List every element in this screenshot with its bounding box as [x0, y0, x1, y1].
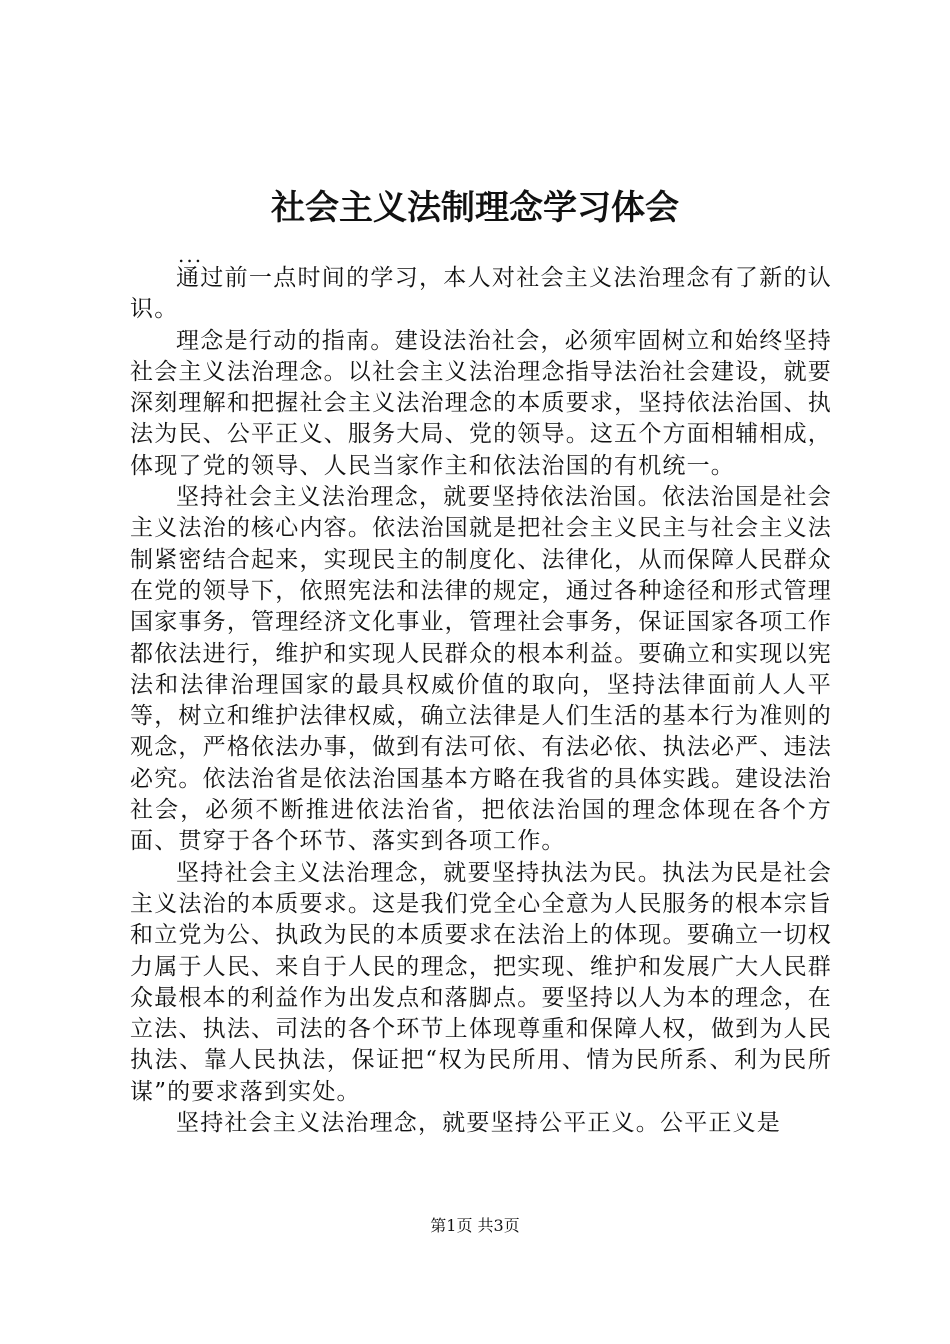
document-title: 社会主义法制理念学习体会: [271, 188, 679, 228]
page-footer: 第1页 共3页: [430, 1216, 520, 1235]
paragraph: 理念是行动的指南。建设法治社会，必须牢固树立和始终坚持社会主义法治理念。以社会主义法治理念指导法治社会建设，就要深刻理解和把握社会主义法治理念的本质要求，坚持依法治国、执法为民、公平正义、服务大局、党的领导。这五个方面相辅相成，体现了党的领导、人民当家作主和依法治国的有机统一。: [130, 327, 832, 479]
ellipsis-marker: ...: [178, 243, 204, 267]
paragraph: 通过前一点时间的学习，本人对社会主义法治理念有了新的认识。: [130, 265, 832, 323]
paragraph: 坚持社会主义法治理念，就要坚持执法为民。执法为民是社会主义法治的本质要求。这是我们党全心全意为人民服务的根本宗旨和立党为公、执政为民的本质要求在法治上的体现。要确立一切权力属于人民、来自于人民的理念，把实现、维护和发展广大人民群众最根本的利益作为出发点和落脚点。要坚持以人为本的理念，在立法、执法、司法的各个环节上体现尊重和保障人权，做到为人民执法、靠人民执法，保证把“权为民所用、情为民所系、利为民所谋”的要求落到实处。: [130, 859, 832, 1105]
document-body: [130, 263, 832, 1139]
paragraph: 坚持社会主义法治理念，就要坚持公平正义。公平正义是: [176, 1110, 781, 1137]
paragraph: 坚持社会主义法治理念，就要坚持依法治国。依法治国是社会主义法治的核心内容。依法治国就是把社会主义民主与社会主义法制紧密结合起来，实现民主的制度化、法律化，从而保障人民群众在党的领导下，依照宪法和法律的规定，通过各种途径和形式管理国家事务，管理经济文化事业，管理社会事务，保证国家各项工作都依法进行，维护和实现人民群众的根本利益。要确立和实现以宪法和法律治理国家的最具权威价值的取向，坚持法律面前人人平等，树立和维护法律权威，确立法律是人们生活的基本行为准则的观念，严格依法办事，做到有法可依、有法必依、执法必严、违法必究。依法治省是依法治国基本方略在我省的具体实践。建设法治社会，必须不断推进依法治省，把依法治国的理念体现在各个方面、贯穿于各个环节、落实到各项工作。: [130, 484, 832, 855]
